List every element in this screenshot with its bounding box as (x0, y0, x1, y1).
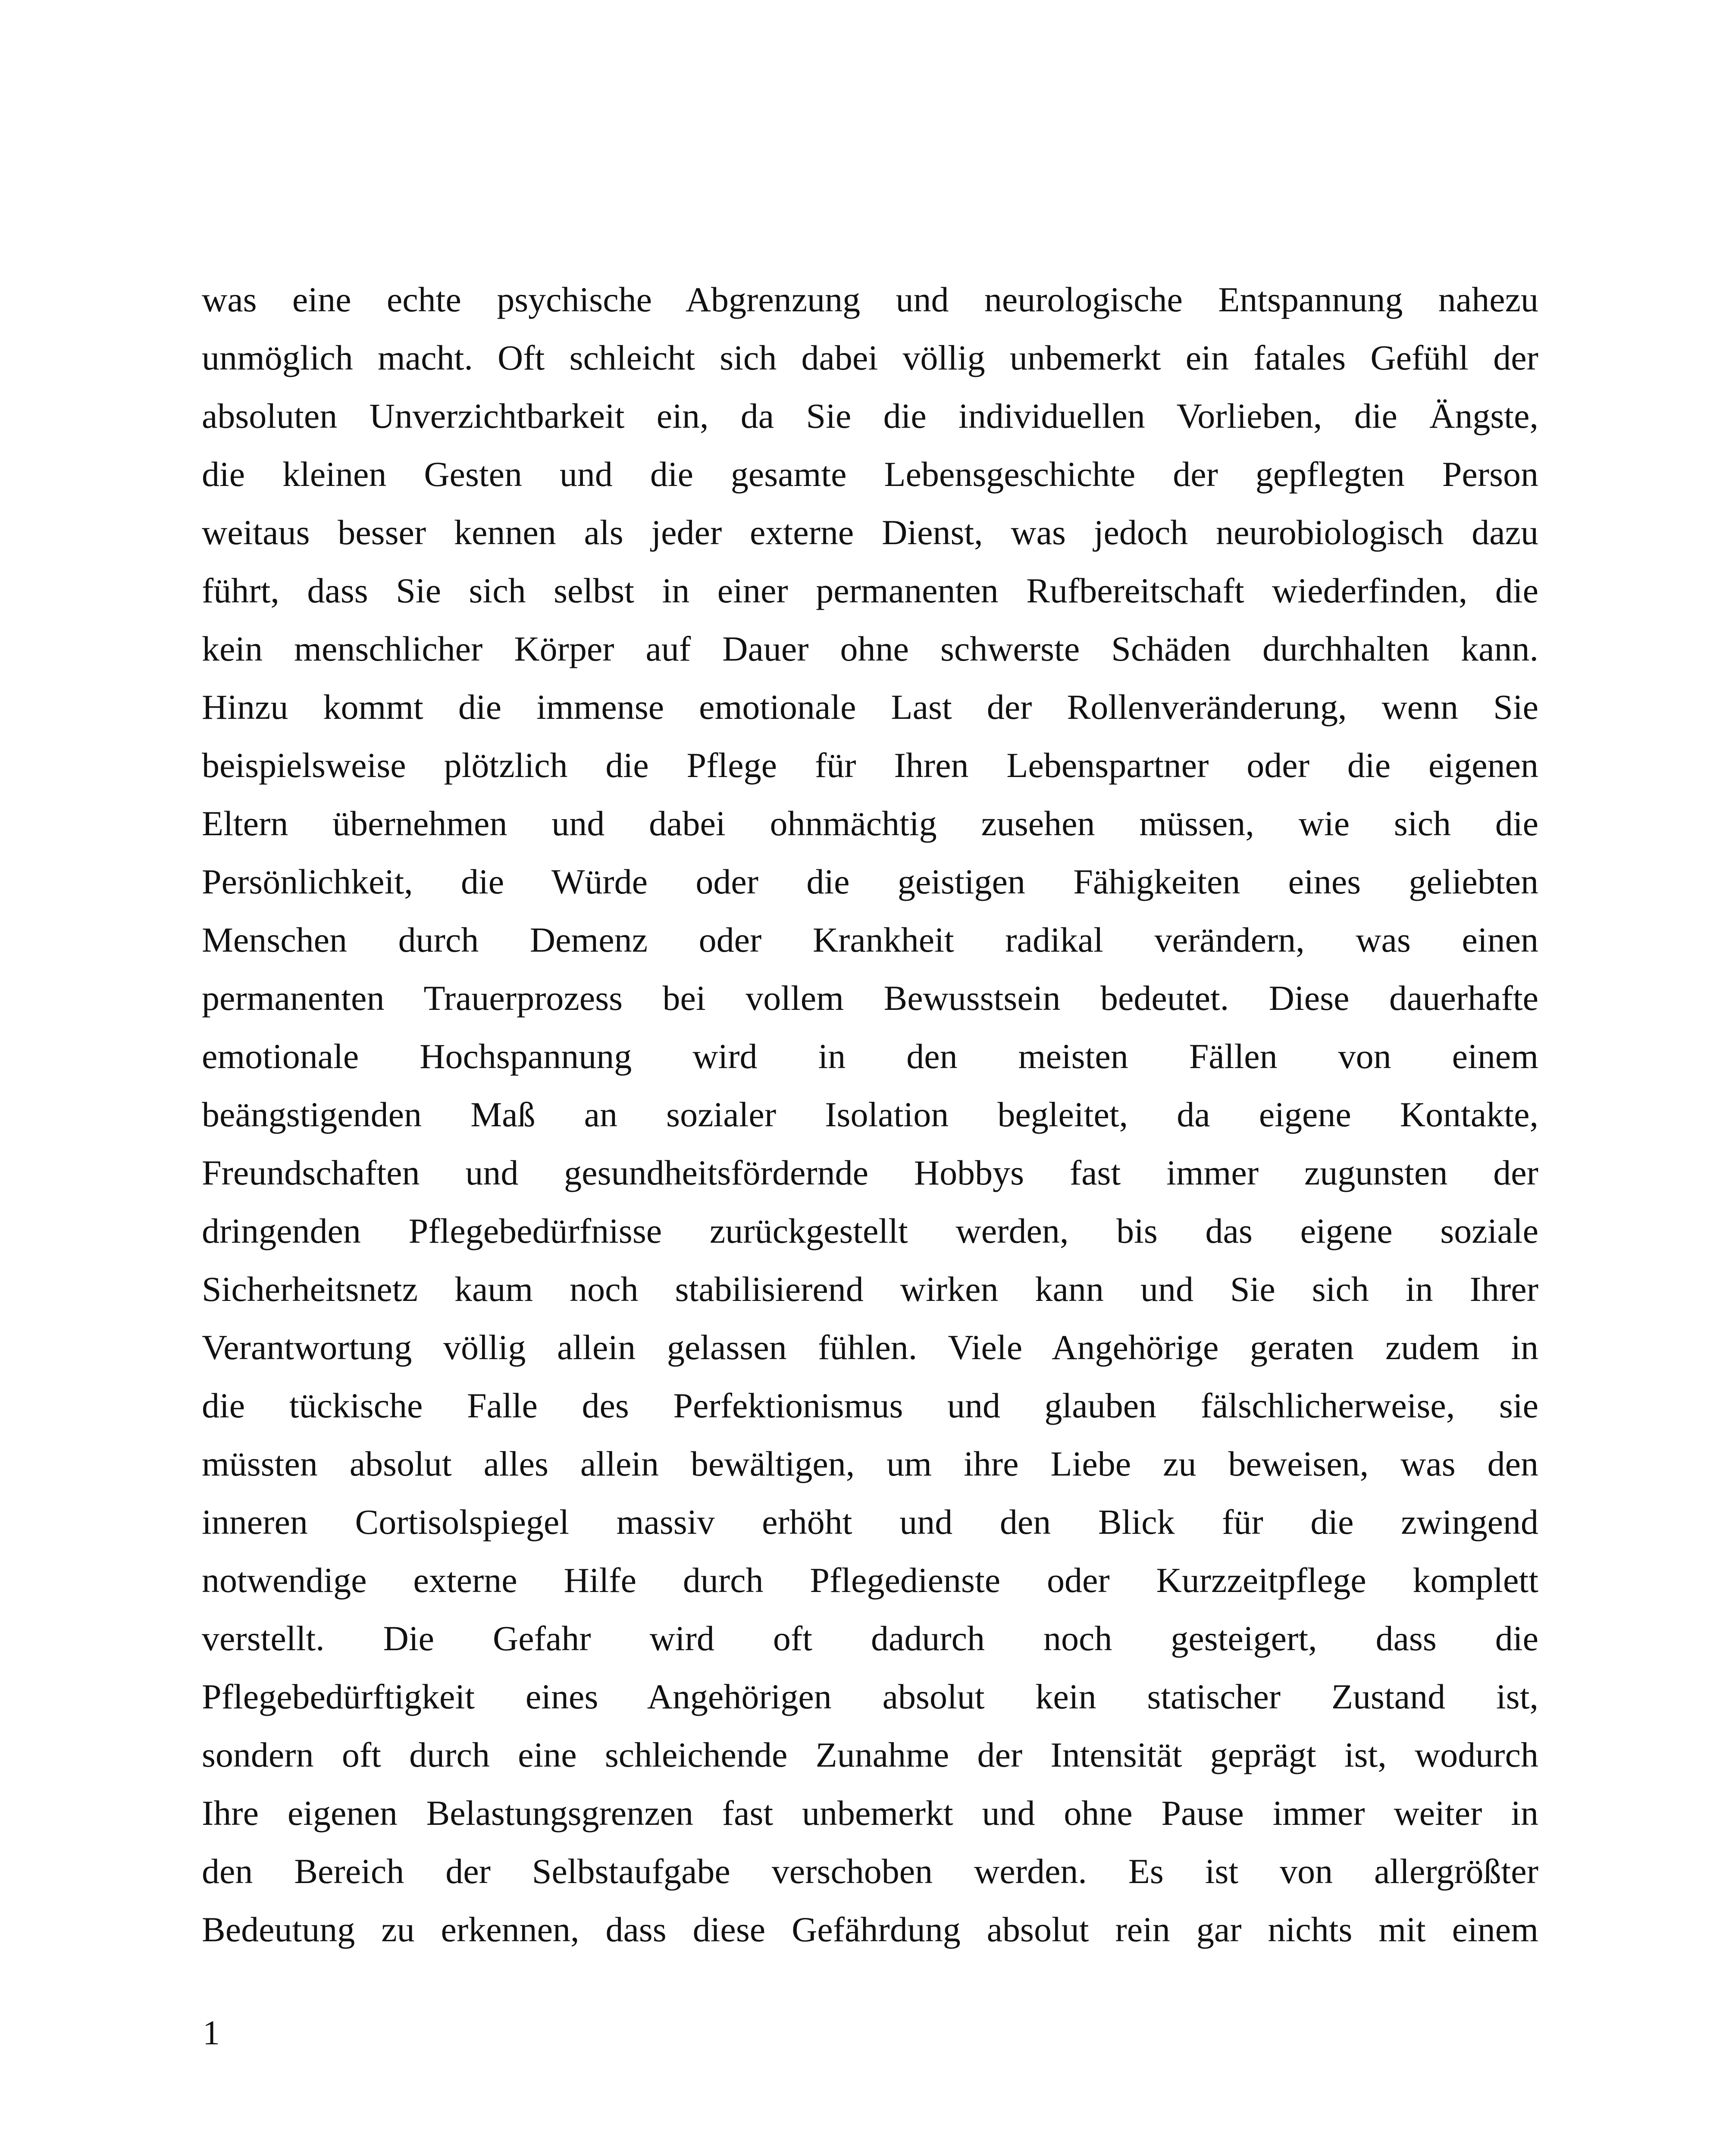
text-line: den Bereich der Selbstaufgabe verschoben werden. Es ist von allergrößter (202, 1852, 1538, 1891)
text-line: absoluten Unverzichtbarkeit ein, da Sie die individuellen Vorlieben, die Ängste, (202, 396, 1538, 436)
text-line: müssten absolut alles allein bewältigen, um ihre Liebe zu beweisen, was den (202, 1444, 1538, 1483)
text-line: was eine echte psychische Abgrenzung und neurologische Entspannung nahezu (202, 280, 1538, 319)
text-line: sondern oft durch eine schleichende Zunahme der Intensität geprägt ist, wodurch (202, 1735, 1538, 1774)
text-line: führt, dass Sie sich selbst in einer permanenten Rufbereitschaft wiederfinden, die (202, 571, 1538, 610)
text-line: Freundschaften und gesundheitsfördernde Hobbys fast immer zugunsten der (202, 1153, 1538, 1192)
text-line: Hinzu kommt die immense emotionale Last der Rollenveränderung, wenn Sie (202, 687, 1538, 727)
text-line: permanenten Trauerprozess bei vollem Bewusstsein bedeutet. Diese dauerhafte (202, 978, 1538, 1018)
text-line: unmöglich macht. Oft schleicht sich dabei völlig unbemerkt ein fatales Gefühl der (202, 338, 1538, 377)
text-line: notwendige externe Hilfe durch Pflegedienste oder Kurzzeitpflege komplett (202, 1561, 1538, 1600)
text-line: kein menschlicher Körper auf Dauer ohne schwerste Schäden durchhalten kann. (202, 629, 1538, 668)
text-line: Persönlichkeit, die Würde oder die geistigen Fähigkeiten eines geliebten (202, 862, 1538, 901)
text-line: Ihre eigenen Belastungsgrenzen fast unbemerkt und ohne Pause immer weiter in (202, 1793, 1538, 1833)
text-line: Bedeutung zu erkennen, dass diese Gefährdung absolut rein gar nichts mit einem (202, 1910, 1538, 1949)
text-line: beispielsweise plötzlich die Pflege für Ihren Lebenspartner oder die eigenen (202, 746, 1538, 785)
text-line: die kleinen Gesten und die gesamte Lebensgeschichte der gepflegten Person (202, 454, 1538, 494)
text-line: Menschen durch Demenz oder Krankheit radikal verändern, was einen (202, 920, 1538, 959)
text-line: Sicherheitsnetz kaum noch stabilisierend wirken kann und Sie sich in Ihrer (202, 1269, 1538, 1309)
text-line: beängstigenden Maß an sozialer Isolation begleitet, da eigene Kontakte, (202, 1095, 1538, 1134)
text-line: Pflegebedürftigkeit eines Angehörigen absolut kein statischer Zustand ist, (202, 1677, 1538, 1716)
text-line: dringenden Pflegebedürfnisse zurückgestellt werden, bis das eigene soziale (202, 1211, 1538, 1250)
text-line: verstellt. Die Gefahr wird oft dadurch noch gesteigert, dass die (202, 1619, 1538, 1658)
body-text (202, 270, 1538, 1959)
text-line: Verantwortung völlig allein gelassen fühlen. Viele Angehörige geraten zudem in (202, 1328, 1538, 1367)
text-line: die tückische Falle des Perfektionismus und glauben fälschlicherweise, sie (202, 1386, 1538, 1425)
text-line: weitaus besser kennen als jeder externe Dienst, was jedoch neurobiologisch dazu (202, 513, 1538, 552)
page-number: 1 (203, 2014, 220, 2052)
text-line: Eltern übernehmen und dabei ohnmächtig zusehen müssen, wie sich die (202, 804, 1538, 843)
text-line: emotionale Hochspannung wird in den meisten Fällen von einem (202, 1037, 1538, 1076)
text-line: inneren Cortisolspiegel massiv erhöht und den Blick für die zwingend (202, 1502, 1538, 1542)
